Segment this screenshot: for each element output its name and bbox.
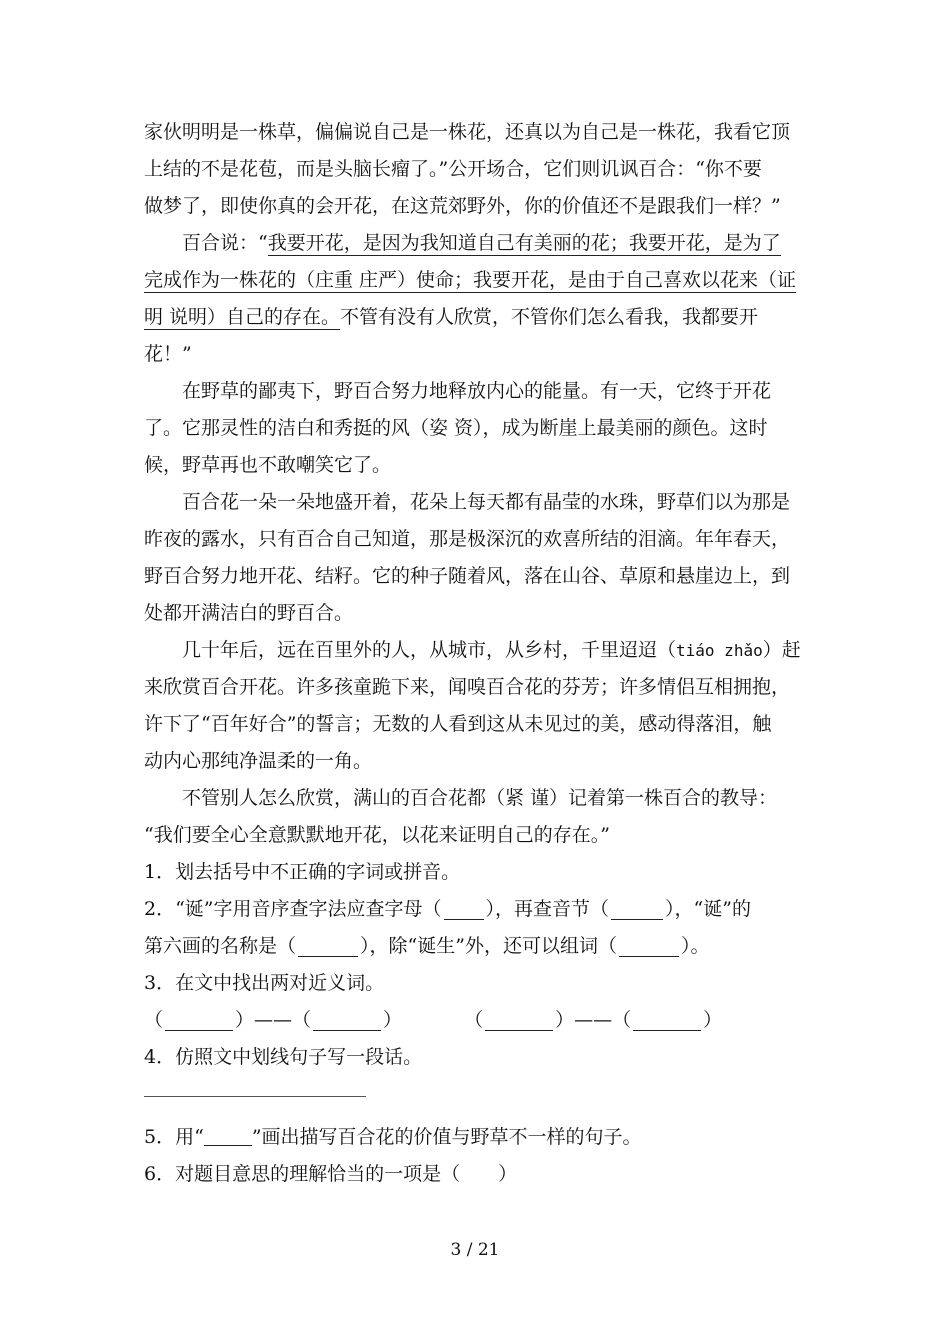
bracket: （ bbox=[612, 1009, 632, 1031]
bracket: ） bbox=[383, 1009, 403, 1031]
question-2 bbox=[144, 891, 810, 928]
dash: —— bbox=[254, 1009, 293, 1031]
answer-blank[interactable] bbox=[165, 1012, 233, 1031]
question-6: 6．对题目意思的理解恰当的一项是（ ） bbox=[144, 1163, 518, 1185]
underlined-sentence: 明 说明）自己的存在。 bbox=[144, 306, 341, 328]
paragraph-text: 不管有没有人欣赏，不管你们怎么看我，我都要开 bbox=[340, 306, 759, 328]
paragraph-line: 家伙明明是一株草，偏偏说自己是一株花，还真以为自己是一株花，我看它顶 bbox=[144, 121, 791, 143]
answer-blank[interactable] bbox=[444, 901, 484, 920]
dash: —— bbox=[574, 1009, 613, 1031]
question-text: 5．用“ bbox=[144, 1126, 204, 1148]
question-text: ），“诞”的 bbox=[665, 898, 751, 920]
pinyin-annotation: tiáo zhǎo bbox=[676, 641, 763, 660]
answer-blank[interactable] bbox=[633, 1012, 701, 1031]
paragraph-text: 百合说：“ bbox=[182, 232, 268, 254]
reading-passage bbox=[144, 114, 810, 1193]
bracket: ） bbox=[703, 1009, 723, 1031]
paragraph-text: 几十年后，远在百里外的人，从城市，从乡村，千里迢迢（ bbox=[182, 639, 677, 661]
paragraph-line: 来欣赏百合开花。许多孩童跪下来，闻嗅百合花的芬芳；许多情侣互相拥抱， bbox=[144, 676, 791, 698]
question-1: 1．划去括号中不正确的字词或拼音。 bbox=[144, 861, 461, 883]
paragraph-line: 上结的不是花苞，而是头脑长瘤了。”公开场合，它们则讥讽百合：“你不要 bbox=[144, 158, 762, 180]
underlined-sentence: 我要开花，是因为我知道自己有美丽的花；我要开花，是为了 bbox=[267, 232, 781, 254]
underline-mark bbox=[204, 1131, 252, 1146]
bracket: （ bbox=[292, 1009, 312, 1031]
question-2-cont bbox=[144, 928, 810, 965]
question-text: 第六画的名称是（ bbox=[144, 935, 297, 957]
paragraph-line bbox=[144, 299, 810, 336]
question-text: ），再查音节（ bbox=[485, 898, 610, 920]
question-text: ”画出描写百合花的价值与野草不一样的句子。 bbox=[251, 1126, 642, 1148]
answer-blank[interactable] bbox=[298, 938, 358, 957]
page-number: 3 / 21 bbox=[450, 1240, 500, 1260]
paragraph-line: 做梦了，即使你真的会开花，在这荒郊野外，你的价值还不是跟我们一样？” bbox=[144, 195, 781, 217]
paragraph-line: 了。它那灵性的洁白和秀挺的风（姿 资），成为断崖上最美丽的颜色。这时 bbox=[144, 417, 768, 439]
question-5 bbox=[144, 1119, 810, 1156]
paragraph-line: 昨夜的露水，只有百合自己知道，那是极深沉的欢喜所结的泪滴。年年春天， bbox=[144, 528, 791, 550]
paragraph-line: “我们要全心全意默默地开花，以花来证明自己的存在。” bbox=[144, 824, 610, 846]
answer-line[interactable] bbox=[144, 1096, 366, 1097]
paragraph-line bbox=[144, 632, 810, 669]
bracket: ） bbox=[235, 1009, 255, 1031]
paragraph-line: 不管别人怎么欣赏，满山的百合花都（紧 谨）记着第一株百合的教导： bbox=[182, 787, 778, 809]
paragraph-line: 动内心那纯净温柔的一角。 bbox=[144, 750, 373, 772]
answer-blank[interactable] bbox=[313, 1012, 381, 1031]
paragraph-line: 许下了“百年好合”的誓言；无数的人看到这从未见过的美，感动得落泪，触 bbox=[144, 713, 772, 735]
answer-blank[interactable] bbox=[619, 938, 679, 957]
question-4: 4．仿照文中划线句子写一段话。 bbox=[144, 1046, 423, 1068]
underlined-sentence: 完成作为一株花的（庄重 庄严）使命；我要开花，是由于自己喜欢以花来（证 bbox=[144, 269, 797, 291]
paragraph-line: 野百合努力地开花、结籽。它的种子随着风，落在山谷、草原和悬崖边上，到 bbox=[144, 565, 791, 587]
bracket: （ bbox=[464, 1009, 484, 1031]
question-text: ）。 bbox=[680, 935, 710, 957]
bracket: ） bbox=[555, 1009, 575, 1031]
paragraph-line: 候，野草再也不敢嘲笑它了。 bbox=[144, 454, 392, 476]
paragraph-line bbox=[144, 225, 810, 262]
paragraph-line: 花！” bbox=[144, 343, 192, 365]
paragraph-line: 在野草的鄙夷下，野百合努力地释放内心的能量。有一天，它终于开花 bbox=[182, 380, 772, 402]
answer-blank[interactable] bbox=[611, 901, 663, 920]
paragraph-line: 百合花一朵一朵地盛开着，花朵上每天都有晶莹的水珠，野草们以为那是 bbox=[182, 491, 791, 513]
paragraph-line bbox=[144, 262, 810, 299]
question-3: 3．在文中找出两对近义词。 bbox=[144, 972, 385, 994]
question-text: 2．“诞”字用音序查字法应查字母（ bbox=[144, 898, 442, 920]
answer-blank[interactable] bbox=[485, 1012, 553, 1031]
question-text: ），除“诞生”外，还可以组词（ bbox=[360, 935, 617, 957]
paragraph-line: 处都开满洁白的野百合。 bbox=[144, 602, 354, 624]
bracket: （ bbox=[144, 1009, 164, 1031]
synonym-pairs bbox=[144, 1002, 810, 1039]
paragraph-text: ）赶 bbox=[762, 639, 801, 661]
